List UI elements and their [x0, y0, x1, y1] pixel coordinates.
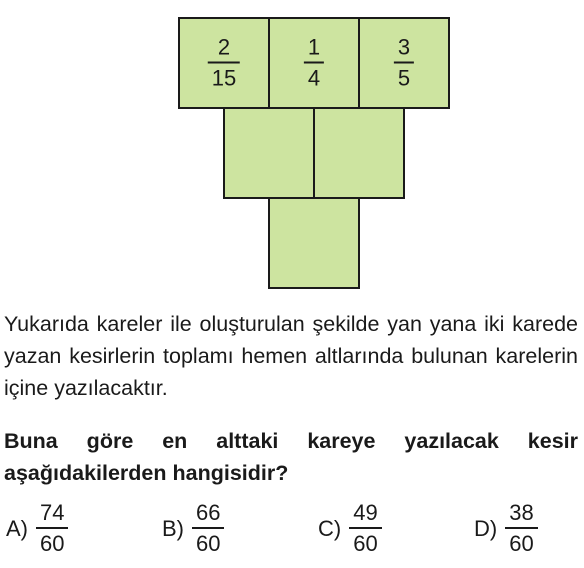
fraction-numerator: 2: [217, 34, 231, 60]
fraction-denominator: 60: [40, 531, 65, 556]
fraction-denominator: 5: [397, 65, 411, 91]
fraction-numerator: 38: [509, 500, 534, 525]
square-top-left: [178, 17, 270, 109]
fraction-numerator: 1: [307, 34, 321, 60]
option-letter: B): [162, 515, 184, 541]
fraction-denominator: 15: [211, 65, 237, 91]
square-middle-right: [313, 107, 405, 199]
square-middle-left: [223, 107, 315, 199]
option-fraction: [505, 502, 537, 555]
option-letter: D): [474, 515, 498, 541]
fraction-denominator: 4: [307, 65, 321, 91]
fraction-top-middle: [304, 34, 324, 91]
option-letter: C): [318, 515, 342, 541]
option-b[interactable]: [162, 502, 224, 555]
fraction-numerator: 74: [40, 500, 65, 525]
fraction-top-right: [394, 34, 414, 91]
square-top-middle: [268, 17, 360, 109]
option-fraction: [36, 502, 68, 555]
option-fraction: [349, 502, 381, 555]
fraction-top-left: [208, 34, 240, 91]
option-fraction: [192, 502, 224, 555]
fraction-denominator: 60: [196, 531, 221, 556]
option-a[interactable]: [6, 502, 68, 555]
square-top-right: [358, 17, 450, 109]
option-letter: A): [6, 515, 28, 541]
fraction-denominator: 60: [509, 531, 534, 556]
problem-paragraph: Yukarıda kareler ile oluşturulan şekilde yan yana iki karede yazan kesirlerin toplamı hemen altlarında bulunan karelerin içine yazılacaktır.: [4, 312, 578, 400]
fraction-numerator: 49: [353, 500, 378, 525]
fraction-numerator: 66: [196, 500, 221, 525]
square-bottom: [268, 197, 360, 289]
fraction-denominator: 60: [353, 531, 378, 556]
fraction-numerator: 3: [397, 34, 411, 60]
option-c[interactable]: [318, 502, 382, 555]
problem-question: Buna göre en alttaki kareye yazılacak kesir aşağıdakilerden hangisidir?: [4, 429, 578, 485]
option-d[interactable]: [474, 502, 538, 555]
